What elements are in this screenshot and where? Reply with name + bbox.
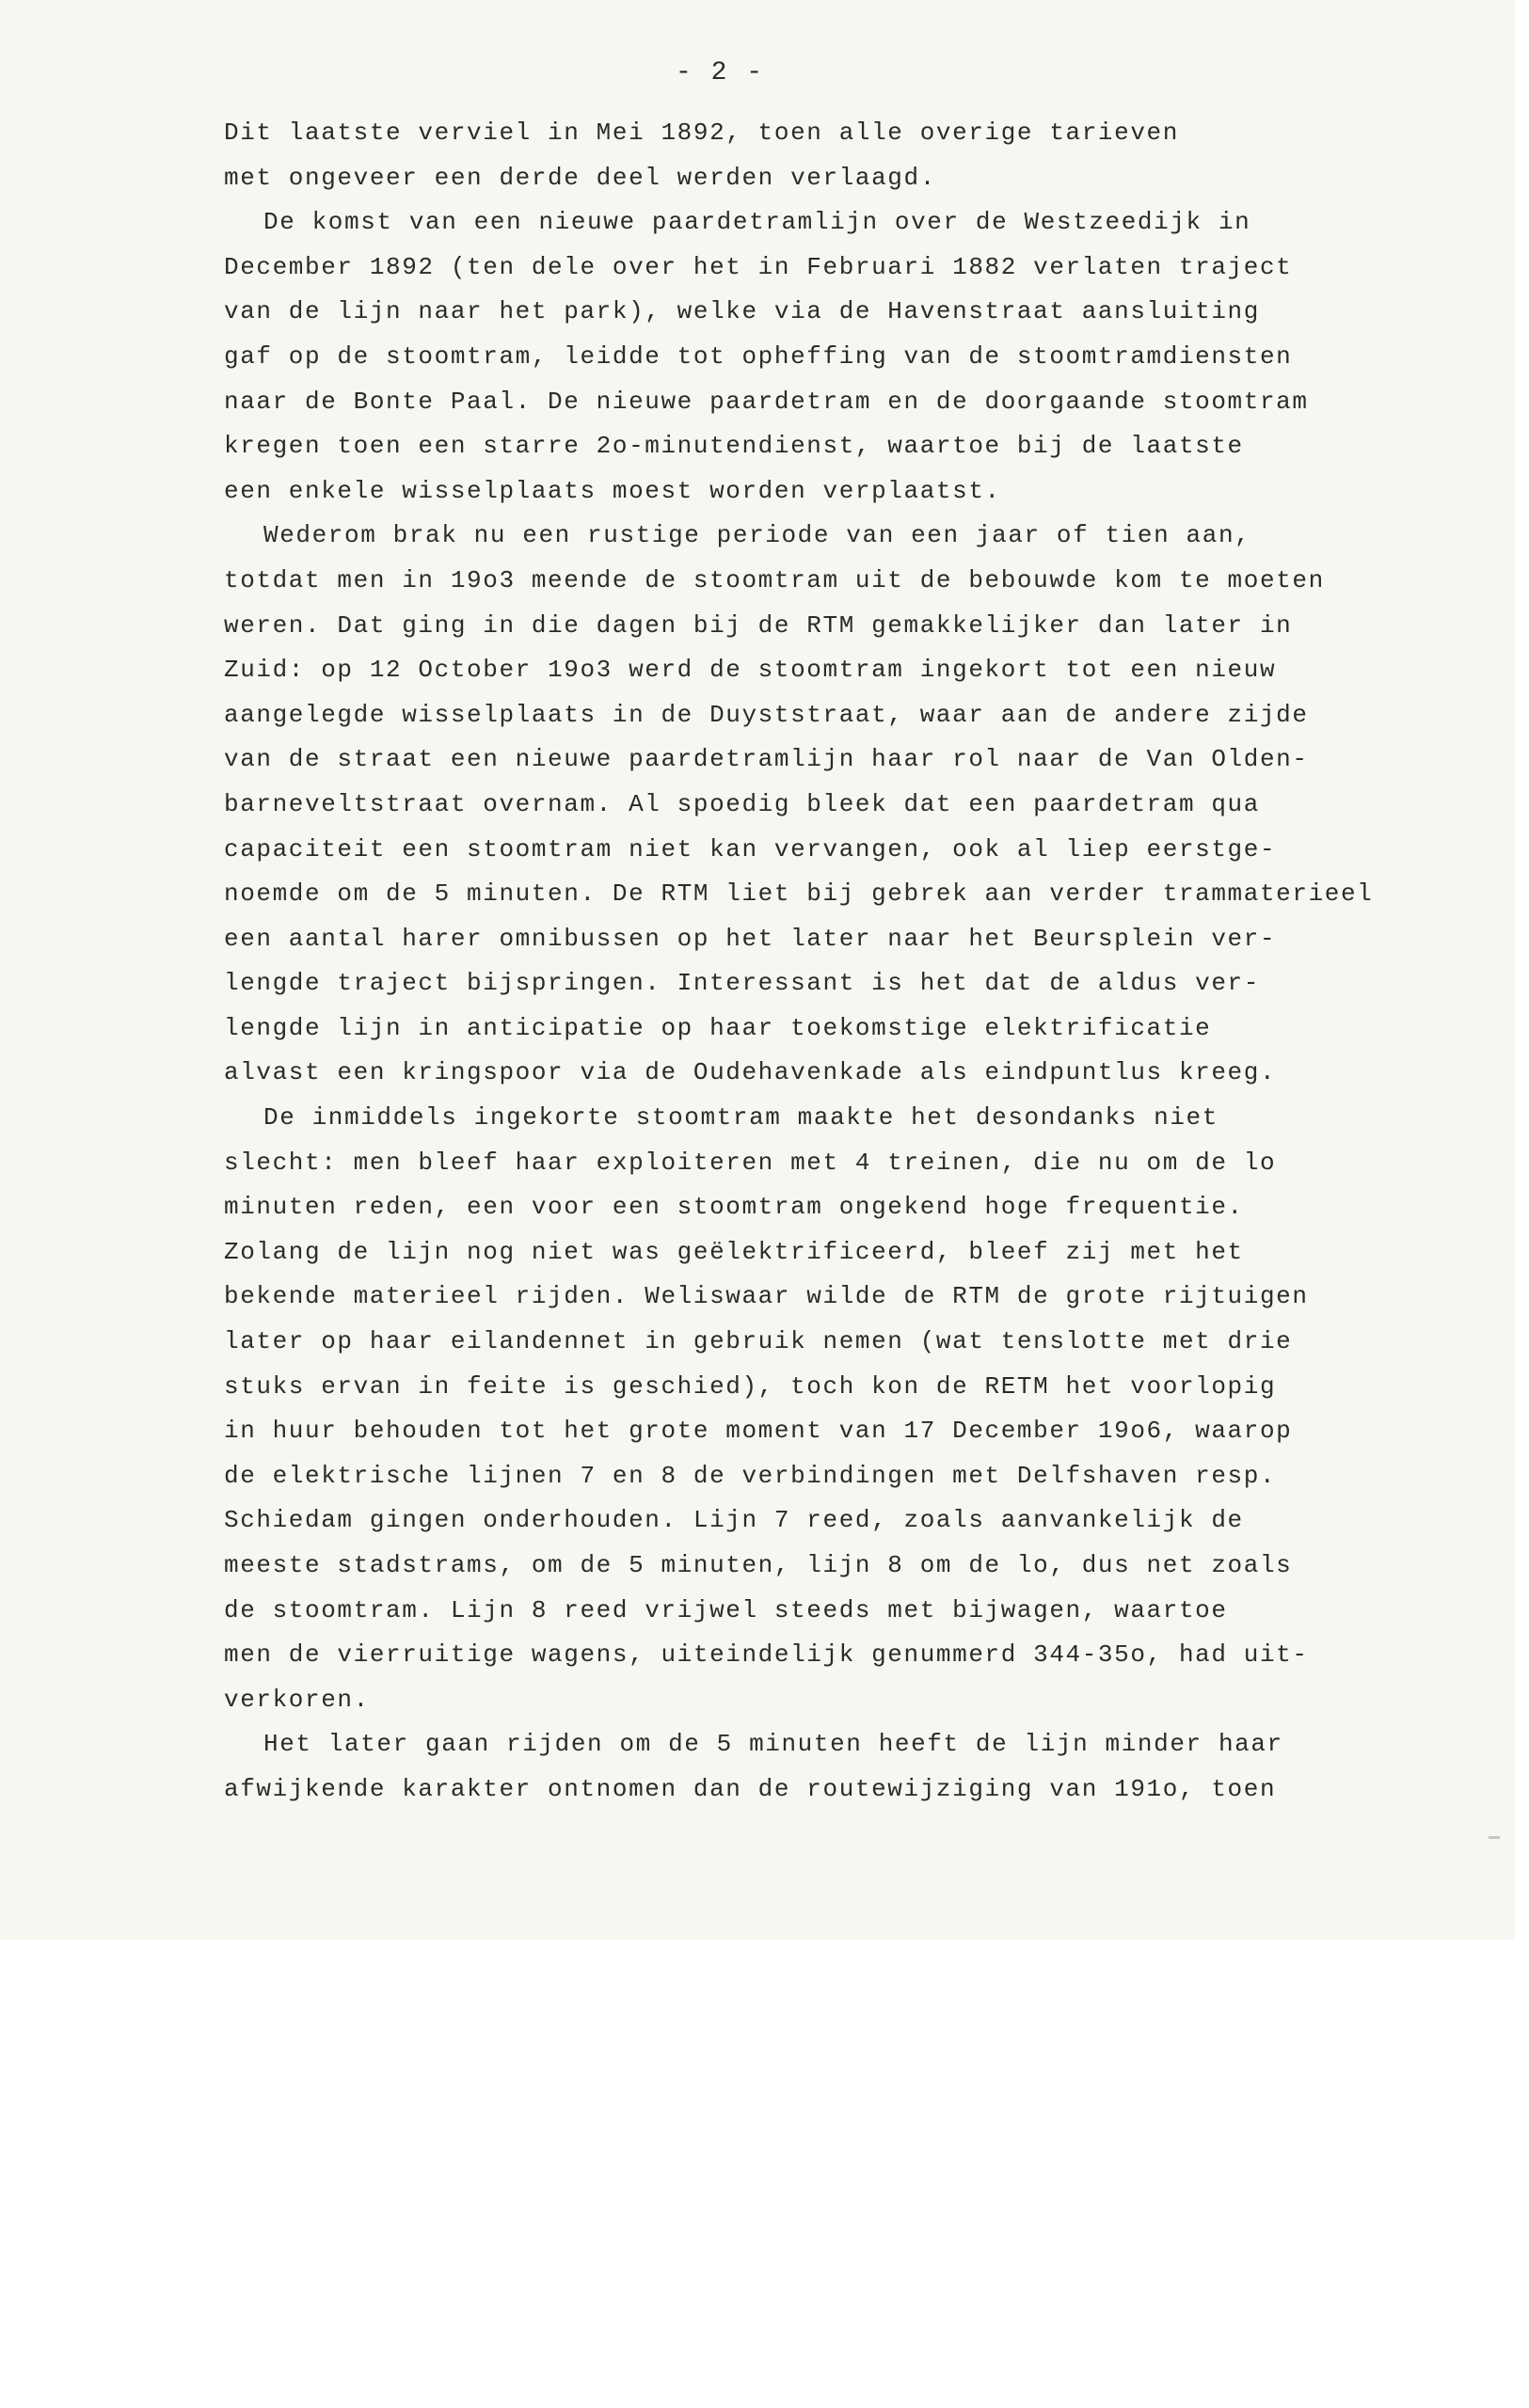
text-line: capaciteit een stoomtram niet kan vervangen, ook al liep eerstge- — [224, 834, 1277, 863]
page-number: - 2 - — [675, 58, 764, 87]
text-line: van de straat een nieuwe paardetramlijn haar rol naar de Van Olden- — [224, 745, 1309, 774]
text-line: aangelegde wisselplaats in de Duyststraat, waar aan de andere zijde — [224, 700, 1309, 729]
text-line: met ongeveer een derde deel werden verlaagd. — [224, 163, 936, 192]
text-line: meeste stadstrams, om de 5 minuten, lijn 8 om de lo, dus net zoals — [224, 1551, 1293, 1579]
text-line: in huur behouden tot het grote moment van 17 December 19o6, waarop — [224, 1417, 1293, 1446]
text-line: Het later gaan rijden om de 5 minuten heeft de lijn minder haar — [263, 1730, 1283, 1759]
text-line: een aantal harer omnibussen op het later naar het Beursplein ver- — [224, 924, 1277, 953]
text-line: Dit laatste verviel in Mei 1892, toen alle overige tarieven — [224, 119, 1179, 147]
text-line: slecht: men bleef haar exploiteren met 4 treinen, die nu om de lo — [224, 1148, 1277, 1177]
typed-text-body — [224, 111, 1522, 1813]
text-line: men de vierruitige wagens, uiteindelijk genummerd 344-35o, had uit- — [224, 1640, 1309, 1670]
text-line: De inmiddels ingekorte stoomtram maakte het desondanks niet — [263, 1103, 1218, 1133]
text-line: Zolang de lijn nog niet was geëlektrificeerd, bleef zij met het — [224, 1237, 1244, 1266]
text-line: een enkele wisselplaats moest worden verplaatst. — [224, 476, 1001, 505]
text-line: alvast een kringspoor via de Oudehavenkade als eindpuntlus kreeg. — [224, 1058, 1277, 1087]
text-line: Schiedam gingen onderhouden. Lijn 7 reed, zoals aanvankelijk de — [224, 1506, 1244, 1535]
text-line: bekende materieel rijden. Weliswaar wilde de RTM de grote rijtuigen — [224, 1282, 1309, 1311]
text-line: later op haar eilandennet in gebruik nemen (wat tenslotte met drie — [224, 1327, 1293, 1356]
text-line: de elektrische lijnen 7 en 8 de verbindingen met Delfshaven resp. — [224, 1461, 1277, 1490]
text-line: Zuid: op 12 October 19o3 werd de stoomtram ingekort tot een nieuw — [224, 656, 1277, 685]
text-line: weren. Dat ging in die dagen bij de RTM gemakkelijker dan later in — [224, 610, 1293, 640]
text-line: gaf op de stoomtram, leidde tot opheffing van de stoomtramdiensten — [224, 341, 1293, 371]
text-line: totdat men in 19o3 meende de stoomtram uit de bebouwde kom te moeten — [224, 565, 1325, 594]
text-line: lengde traject bijspringen. Interessant is het dat de aldus ver- — [224, 969, 1260, 998]
text-line: van de lijn naar het park), welke via de Havenstraat aansluiting — [224, 297, 1260, 326]
text-line: naar de Bonte Paal. De nieuwe paardetram en de doorgaande stoomtram — [224, 387, 1309, 416]
text-line: December 1892 (ten dele over het in Februari 1882 verlaten traject — [224, 252, 1293, 281]
text-line: afwijkende karakter ontnomen dan de routewijziging van 191o, toen — [224, 1774, 1277, 1803]
text-line: barneveltstraat overnam. Al spoedig bleek dat een paardetram qua — [224, 789, 1260, 818]
text-line: kregen toen een starre 2o-minutendienst, waartoe bij de laatste — [224, 432, 1244, 461]
text-line: de stoomtram. Lijn 8 reed vrijwel steeds met bijwagen, waartoe — [224, 1595, 1228, 1624]
text-line: lengde lijn in anticipatie op haar toekomstige elektrificatie — [224, 1013, 1212, 1042]
text-line: verkoren. — [224, 1685, 370, 1714]
scan-mark — [1489, 1836, 1500, 1839]
text-line: noemde om de 5 minuten. De RTM liet bij gebrek aan verder trammaterieel — [224, 879, 1374, 909]
text-line: minuten reden, een voor een stoomtram ongekend hoge frequentie. — [224, 1193, 1244, 1222]
text-line: Wederom brak nu een rustige periode van een jaar of tien aan, — [263, 521, 1251, 550]
text-line: De komst van een nieuwe paardetramlijn over de Westzeedijk in — [263, 208, 1251, 237]
text-line: stuks ervan in feite is geschied), toch kon de RETM het voorlopig — [224, 1371, 1277, 1401]
